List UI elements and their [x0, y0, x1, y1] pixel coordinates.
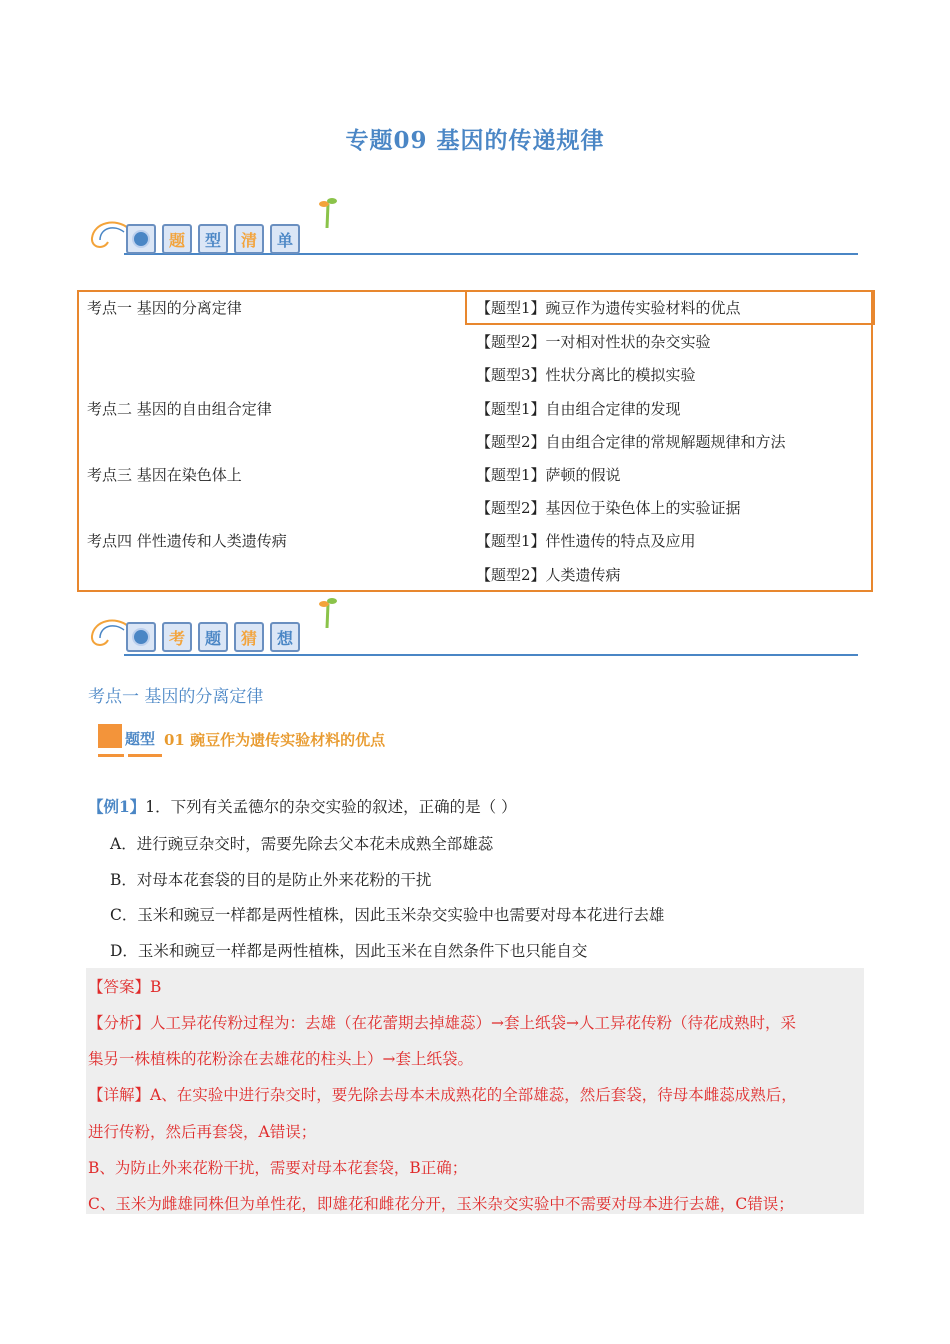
option-b: B．对母本花套袋的目的是防止外来花粉的干扰	[110, 871, 432, 889]
analysis-line: 集另一株植株的花粉涂在去雄花的柱头上）→套上纸袋。	[88, 1050, 473, 1068]
banner-tiles	[126, 224, 300, 254]
banner-tile: 考	[162, 622, 192, 652]
outline-type: 【题型2】人类遗传病	[476, 566, 621, 584]
example-tag: 【例1】	[88, 797, 146, 816]
outline-topic: 考点二 基因的自由组合定律	[87, 400, 272, 418]
option-c: C．玉米和豌豆一样都是两性植株，因此玉米杂交实验中也需要对母本花进行去雄	[110, 906, 665, 924]
type-underline	[128, 754, 162, 757]
outline-type: 【题型2】自由组合定律的常规解题规律和方法	[476, 433, 786, 451]
outline-type: 【题型1】自由组合定律的发现	[476, 400, 681, 418]
banner-tile: 题	[162, 224, 192, 254]
banner-tile: 题	[198, 622, 228, 652]
dot-icon	[126, 622, 156, 652]
outline-type: 【题型3】性状分离比的模拟实验	[476, 366, 696, 384]
type-tag: 题型	[125, 730, 156, 748]
question-type-heading	[98, 722, 438, 762]
banner-tile: 猜	[234, 622, 264, 652]
detail-line: 【详解】A、在实验中进行杂交时，要先除去母本未成熟花的全部雄蕊，然后套袋，待母本雌蕊成熟后，	[88, 1086, 797, 1104]
outline-topic: 考点四 伴性遗传和人类遗传病	[87, 532, 287, 550]
outline-type: 【题型1】豌豆作为遗传实验材料的优点	[476, 299, 741, 317]
section-banner-question-list	[88, 196, 858, 266]
outline-type: 【题型1】萨顿的假说	[476, 466, 621, 484]
detail-line: B、为防止外来花粉干扰，需要对母本花套袋，B正确；	[88, 1159, 468, 1177]
option-d: D．玉米和豌豆一样都是两性植株，因此玉米在自然条件下也只能自交	[110, 942, 588, 960]
outline-type: 【题型1】伴性遗传的特点及应用	[476, 532, 696, 550]
dot-icon	[126, 224, 156, 254]
type-underline	[98, 754, 124, 757]
analysis-line: 【分析】人工异花传粉过程为：去雄（在花蕾期去掉雄蕊）→套上纸袋→人工异花传粉（待花成熟时，采	[88, 1014, 796, 1032]
option-a: A．进行豌豆杂交时，需要先除去父本花未成熟全部雄蕊	[110, 835, 494, 853]
question-stem: 1．下列有关孟德尔的杂交实验的叙述，正确的是（ ）	[145, 798, 517, 816]
banner-tile: 清	[234, 224, 264, 254]
section-banner-question-guess	[88, 594, 858, 664]
banner-tile: 型	[198, 224, 228, 254]
page-title: 专题09 基因的传递规律	[345, 127, 605, 154]
outline-table	[77, 290, 873, 592]
outline-type: 【题型2】一对相对性状的杂交实验	[476, 333, 711, 351]
outline-topic: 考点一 基因的分离定律	[87, 299, 242, 317]
type-marker-icon	[98, 724, 122, 748]
detail-line: 进行传粉，然后再套袋，A错误；	[88, 1123, 317, 1141]
section-heading: 考点一 基因的分离定律	[88, 687, 264, 707]
outline-topic: 考点三 基因在染色体上	[87, 466, 242, 484]
swirl-decoration-icon	[88, 218, 130, 252]
sprout-icon	[318, 596, 338, 630]
answer-line: 【答案】B	[88, 978, 162, 996]
banner-underline	[124, 654, 858, 656]
detail-line: C、玉米为雌雄同株但为单性花，即雄花和雌花分开，玉米杂交实验中不需要对母本进行去雄，C错误；	[88, 1195, 794, 1213]
banner-tile: 想	[270, 622, 300, 652]
sprout-icon	[318, 196, 338, 230]
question-stem-row	[88, 795, 517, 817]
swirl-decoration-icon	[88, 616, 130, 650]
type-title: 01 豌豆作为遗传实验材料的优点	[164, 731, 386, 749]
banner-tile: 单	[270, 224, 300, 254]
banner-tiles	[126, 622, 300, 652]
outline-type: 【题型2】基因位于染色体上的实验证据	[476, 499, 741, 517]
